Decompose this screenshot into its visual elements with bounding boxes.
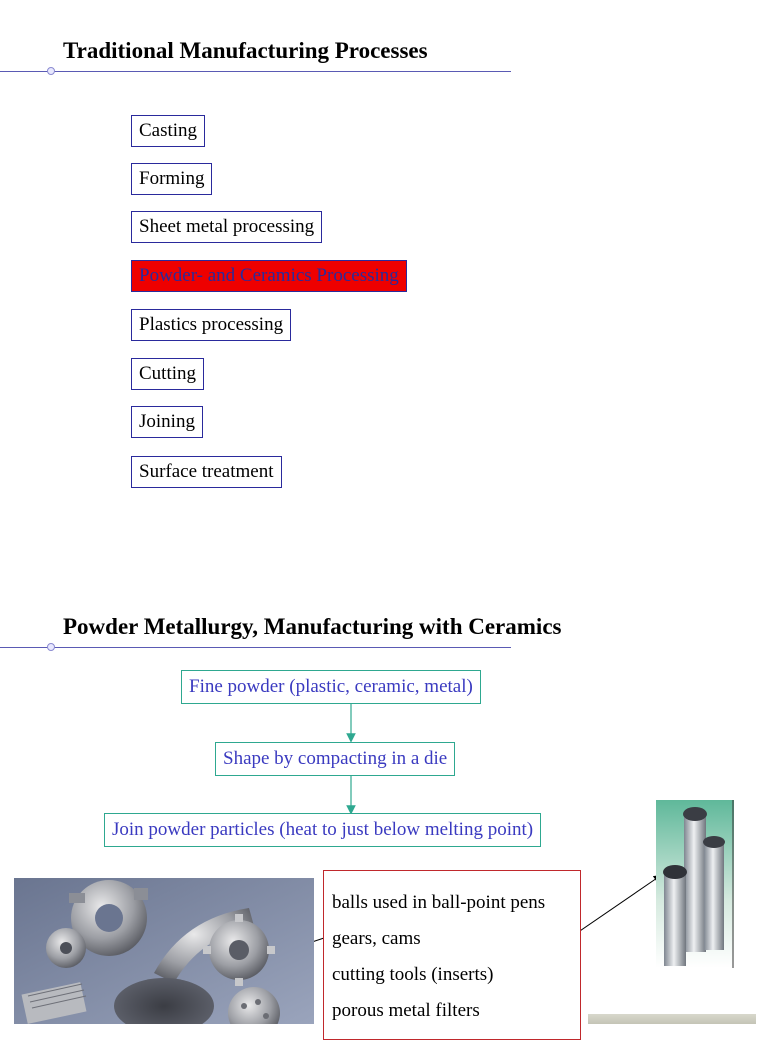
flow-step-compacting: Shape by compacting in a die: [215, 742, 455, 776]
process-box-cutting: Cutting: [131, 358, 204, 390]
cutting-tools-photo: [656, 800, 734, 968]
application-item: balls used in ball-point pens: [332, 892, 546, 913]
process-box-joining: Joining: [131, 406, 203, 438]
process-box-surface-treatment: Surface treatment: [131, 456, 282, 488]
section1-title: Traditional Manufacturing Processes: [63, 38, 428, 63]
process-box-powder-ceramics: Powder- and Ceramics Processing: [131, 260, 407, 292]
application-item: gears, cams: [332, 928, 421, 949]
process-box-plastics: Plastics processing: [131, 309, 291, 341]
section2-title: Powder Metallurgy, Manufacturing with Ceramics: [63, 614, 562, 639]
flow-step-fine-powder: Fine powder (plastic, ceramic, metal): [181, 670, 481, 704]
process-box-casting: Casting: [131, 115, 205, 147]
application-item: porous metal filters: [332, 1000, 480, 1021]
process-box-forming: Forming: [131, 163, 212, 195]
gears-photo: [14, 878, 314, 1024]
application-item: cutting tools (inserts): [332, 964, 494, 985]
process-box-sheet-metal: Sheet metal processing: [131, 211, 322, 243]
flow-step-join-particles: Join powder particles (heat to just below melting point): [104, 813, 541, 847]
photo-fragment: [588, 1014, 756, 1024]
applications-box: [323, 870, 581, 1040]
